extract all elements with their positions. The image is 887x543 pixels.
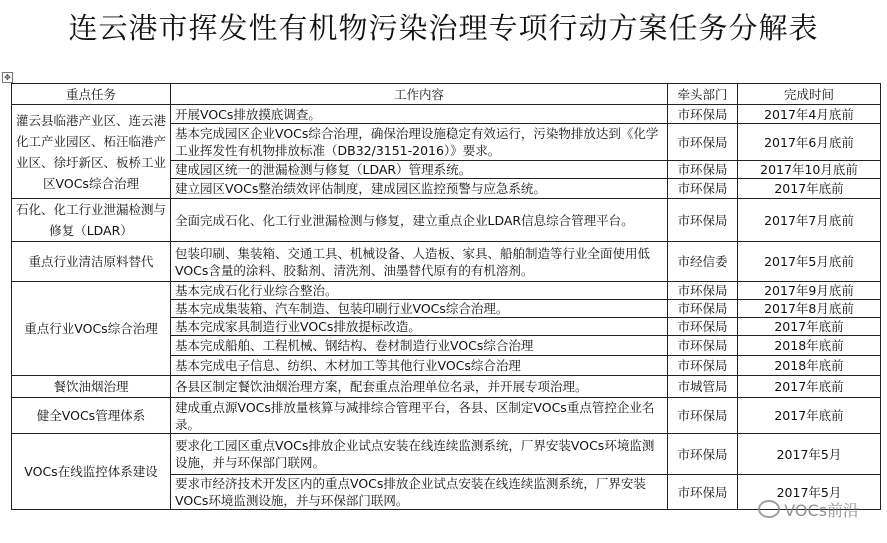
content-cell: 基本完成集装箱、汽车制造、包装印刷行业VOCs综合治理。: [171, 300, 668, 318]
time-cell: 2017年8月底前: [738, 300, 881, 318]
dept-cell: 市环保局: [668, 434, 738, 475]
dept-cell: 市环保局: [668, 124, 738, 161]
time-cell: 2018年底前: [738, 336, 881, 356]
time-cell: 2017年5月: [738, 434, 881, 475]
wechat-icon: [758, 500, 780, 518]
task-cell: 重点行业VOCs综合治理: [12, 282, 171, 376]
content-cell: 包装印刷、集装箱、交通工具、机械设备、人造板、家具、船舶制造等行业全面使用低VOCs含量的涂料、胶黏剂、清洗剂、油墨替代原有的有机溶剂。: [171, 242, 668, 282]
watermark: [758, 498, 859, 521]
dept-cell: 市城管局: [668, 376, 738, 398]
watermark-text: VOCs前沿: [784, 501, 859, 520]
dept-cell: 市环保局: [668, 475, 738, 510]
table-row: [12, 398, 881, 434]
dept-cell: 市环保局: [668, 199, 738, 242]
table-row: [12, 105, 881, 124]
header-task: 重点任务: [12, 84, 171, 105]
content-cell: 建立园区VOCs整治绩效评估制度，建成园区监控预警与应急系统。: [171, 179, 668, 199]
task-cell: 健全VOCs管理体系: [12, 398, 171, 434]
table-move-handle-icon[interactable]: ✥: [2, 72, 13, 83]
dept-cell: 市环保局: [668, 336, 738, 356]
dept-cell: 市环保局: [668, 161, 738, 179]
content-cell: 基本完成园区企业VOCs综合治理，确保治理设施稳定有效运行，污染物排放达到《化学工业挥发性有机物排放标准（DB32/3151-2016）》要求。: [171, 124, 668, 161]
task-cell: 重点行业清洁原料替代: [12, 242, 171, 282]
dept-cell: 市环保局: [668, 105, 738, 124]
time-cell: 2017年底前: [738, 398, 881, 434]
table-row: [12, 242, 881, 282]
content-cell: 要求化工园区重点VOCs排放企业试点安装在线连续监测系统，厂界安装VOCs环境监测设施，并与环保部门联网。: [171, 434, 668, 475]
task-cell: 石化、化工行业泄漏检测与修复（LDAR）: [12, 199, 171, 242]
time-cell: 2018年底前: [738, 356, 881, 376]
content-cell: 开展VOCs排放摸底调查。: [171, 105, 668, 124]
time-cell: 2017年10月底前: [738, 161, 881, 179]
content-cell: 各县区制定餐饮油烟治理方案，配套重点治理单位名录，并开展专项治理。: [171, 376, 668, 398]
header-dept: 牵头部门: [668, 84, 738, 105]
time-cell: 2017年底前: [738, 376, 881, 398]
task-cell: VOCs在线监控体系建设: [12, 434, 171, 510]
page-title: 连云港市挥发性有机物污染治理专项行动方案任务分解表: [68, 11, 819, 45]
dept-cell: 市环保局: [668, 282, 738, 300]
header-content: 工作内容: [171, 84, 668, 105]
table-row: [12, 376, 881, 398]
content-cell: 建成园区统一的泄漏检测与修复（LDAR）管理系统。: [171, 161, 668, 179]
time-cell: 2017年底前: [738, 179, 881, 199]
time-cell: 2017年5月底前: [738, 242, 881, 282]
task-table: [11, 83, 881, 510]
content-cell: 要求市经济技术开发区内的重点VOCs排放企业试点安装在线连续监测系统，厂界安装VOCs环境监测设施，并与环保部门联网。: [171, 475, 668, 510]
time-cell: 2017年9月底前: [738, 282, 881, 300]
table-row: [12, 282, 881, 300]
dept-cell: 市经信委: [668, 242, 738, 282]
table-row: [12, 199, 881, 242]
task-cell: 餐饮油烟治理: [12, 376, 171, 398]
content-cell: 全面完成石化、化工行业泄漏检测与修复，建立重点企业LDAR信息综合管理平台。: [171, 199, 668, 242]
dept-cell: 市环保局: [668, 300, 738, 318]
task-cell: 灌云县临港产业区、连云港化工产业园区、柘汪临港产业区、徐圩新区、板桥工业区VOCs综合治理: [12, 105, 171, 199]
table-header-row: [12, 84, 881, 105]
header-time: 完成时间: [738, 84, 881, 105]
content-cell: 基本完成船舶、工程机械、钢结构、卷材制造行业VOCs综合治理: [171, 336, 668, 356]
content-cell: 基本完成家具制造行业VOCs排放提标改造。: [171, 318, 668, 336]
time-cell: 2017年4月底前: [738, 105, 881, 124]
time-cell: 2017年7月底前: [738, 199, 881, 242]
dept-cell: 市环保局: [668, 318, 738, 336]
table-row: [12, 434, 881, 475]
content-cell: 基本完成电子信息、纺织、木材加工等其他行业VOCs综合治理: [171, 356, 668, 376]
content-cell: 建成重点源VOCs排放量核算与减排综合管理平台，各县、区制定VOCs重点管控企业名录。: [171, 398, 668, 434]
time-cell: 2017年6月底前: [738, 124, 881, 161]
time-cell: 2017年底前: [738, 318, 881, 336]
content-cell: 基本完成石化行业综合整治。: [171, 282, 668, 300]
dept-cell: 市环保局: [668, 356, 738, 376]
time-cell: 2017年5月: [738, 475, 881, 510]
dept-cell: 市环保局: [668, 398, 738, 434]
dept-cell: 市环保局: [668, 179, 738, 199]
